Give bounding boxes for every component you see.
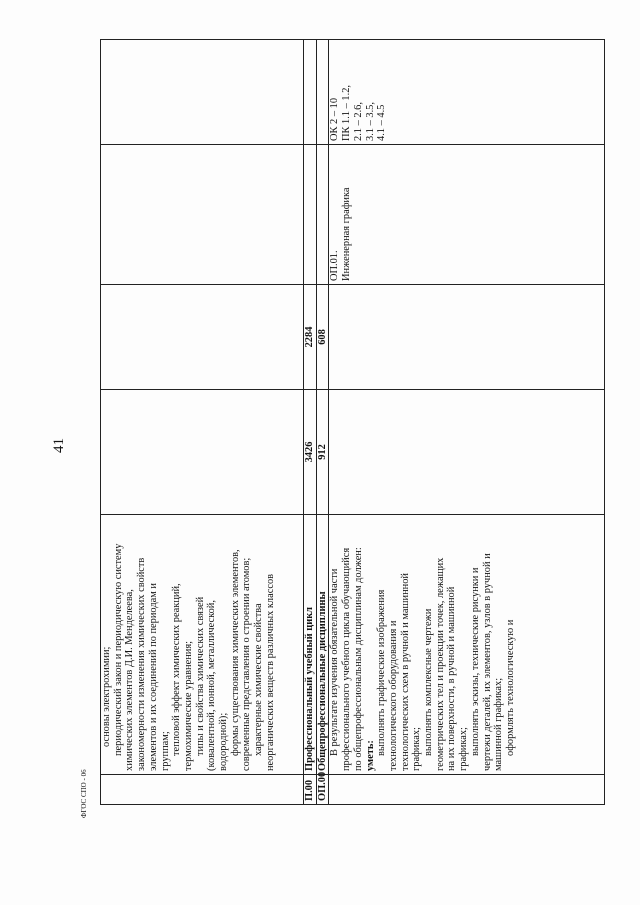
cell-competencies [101,40,304,145]
text-line: выполнять графические изображения [376,589,388,756]
text-line: выполнять комплексные чертежи [423,608,435,756]
competency-line: ПК 1.1 – 1.2, [341,85,353,141]
cell-op-content [329,515,605,775]
text-line: типы и свойства химических связей [194,596,206,756]
cell-chemistry-content [101,515,304,775]
text-line: группам; [159,731,171,771]
curriculum-sheet [100,40,605,805]
rotated-page [100,40,605,805]
text-line: В результате изучения обязательной части [329,568,341,756]
text-line: чертежи деталей, их элементов, узлов в ручной и [481,553,493,771]
text-line: профессионального учебного цикла обучающийся [341,547,353,771]
cell-required-load [101,285,304,390]
cell-competencies [316,40,329,145]
competency-line: 3.1 – 3.5, [364,102,376,141]
text-line: графиках; [411,727,423,771]
text-line: технологических схем в ручной и машинной [399,573,411,771]
text-line: тепловой эффект химических реакций, [171,583,183,756]
cell-discipline [304,145,317,285]
text-line: на их поверхности, в ручной и машинной [446,586,458,771]
table-row-chemistry [101,40,304,805]
cell-max-load: 3426 [304,390,317,515]
text-line: химических элементов Д.И. Менделеева, [124,589,136,771]
cell-index [101,775,304,805]
competency-line: 4.1 – 4.5 [376,104,388,141]
text-line: неорганических веществ различных классов [264,573,276,771]
cell-required-load: 2284 [304,285,317,390]
competency-line: ОК 2 – 10 [329,97,341,141]
text-line: термохимические уравнения; [182,641,194,771]
text-line: характерные химические свойства [253,603,265,756]
text-line: современные представления о строении атомов; [241,557,253,771]
text-line: элементов и их соединений по периодам и [147,583,159,771]
table-row-p00 [304,40,317,805]
cell-code [329,775,605,805]
page-number: 41 [51,438,67,453]
curriculum-table [100,39,605,805]
cell-max-load: 912 [316,390,329,515]
table-row-op00 [316,40,329,805]
table-row-op01 [329,40,605,805]
cell-competencies [304,40,317,145]
text-line: по общепрофессиональным дисциплинам должен: [352,547,364,771]
cell-code: ОП.00 [316,775,329,805]
discipline-code: ОП.01. [329,250,341,281]
text-line: оформлять технологическую и [504,619,516,756]
competency-line: 2.1 – 2.6, [352,102,364,141]
text-line: водородной); [218,712,230,771]
cell-discipline [329,145,605,285]
cell-required-load [329,285,605,390]
footer-standard-code: ФГОС СПО - 06 [80,769,88,818]
text-line: уметь: [364,740,376,771]
text-line: закономерности изменения химических свойств [136,557,148,771]
text-line: формы существования химических элементов, [229,549,241,756]
cell-required-load: 608 [316,285,329,390]
cell-discipline [101,145,304,285]
text-line: технологического оборудования и [387,620,399,771]
cell-competencies [329,40,605,145]
text-line: периодический закон и периодическую систему [112,543,124,756]
text-line: машинной графиках; [493,677,505,771]
cell-title: Общепрофессиональные дисциплины [316,515,329,775]
text-line: геометрических тел и проекции точек, лежащих [434,557,446,771]
text-line: (ковалентной, ионной, металлической, [206,600,218,771]
discipline-name: Инженерная графика [341,187,353,281]
text-line: выполнять эскизы, технические рисунки и [469,567,481,756]
cell-max-load [329,390,605,515]
cell-title: Профессиональный учебный цикл [304,515,317,775]
cell-discipline [316,145,329,285]
cell-max-load [101,390,304,515]
text-line: основы электрохимии; [101,646,112,747]
text-line: графиках; [458,727,470,771]
cell-code: П.00 [304,775,317,805]
